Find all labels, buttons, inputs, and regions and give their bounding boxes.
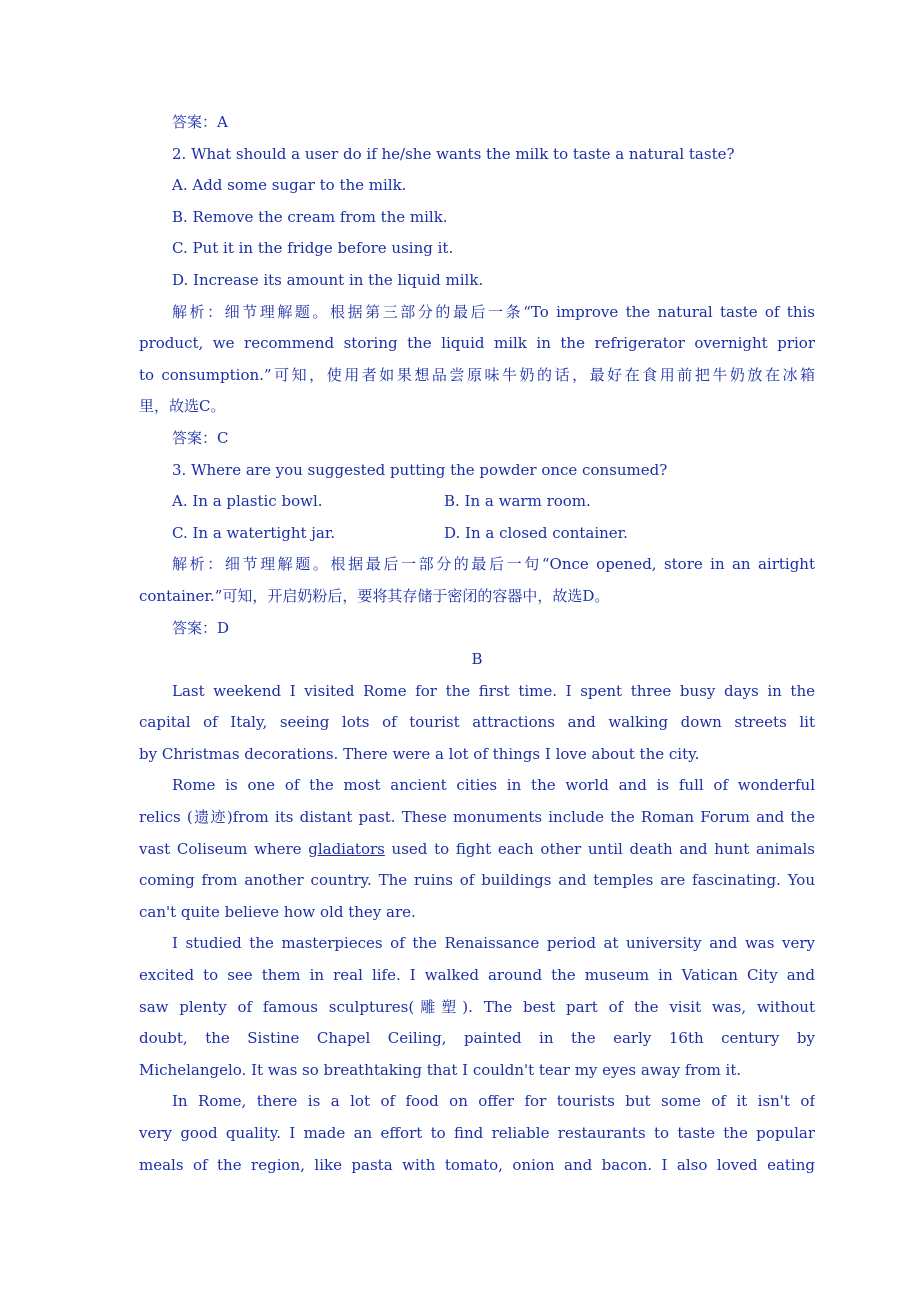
q3-option-c: C. In a watertight jar.: [172, 523, 336, 542]
section-heading: B: [471, 650, 483, 669]
passage-text: vast Coliseum where: [139, 839, 309, 858]
q3-analysis-line: container.”可知，开启奶粉后，要将其存储于密闭的容器中，故选D。: [139, 586, 610, 605]
passage-line: doubt, the Sistine Chapel Ceiling, painted in the early 16th century by: [139, 1029, 815, 1048]
q2-analysis-line: 里，故选C。: [139, 397, 226, 416]
passage-line: Last weekend I visited Rome for the first time. I spent three busy days in the: [172, 681, 815, 700]
passage-line: capital of Italy, seeing lots of tourist attractions and walking down streets lit: [139, 713, 815, 732]
q3-option-b: B. In a warm room.: [444, 492, 591, 511]
q3-question: 3. Where are you suggested putting the powder once consumed?: [172, 460, 668, 479]
q2-option-d: D. Increase its amount in the liquid milk.: [172, 270, 484, 289]
q2-analysis-line: 解析：细节理解题。根据第三部分的最后一条“To improve the natural taste of this: [172, 302, 815, 321]
q2-analysis-line: product, we recommend storing the liquid milk in the refrigerator overnight prior: [139, 334, 815, 353]
passage-line: saw plenty of famous sculptures(雕塑). The best part of the visit was, without: [139, 997, 815, 1016]
passage-line: very good quality. I made an effort to find reliable restaurants to taste the popular: [139, 1124, 815, 1142]
q3-option-a: A. In a plastic bowl.: [172, 492, 323, 511]
passage-line: by Christmas decorations. There were a lot of things I love about the city.: [139, 744, 700, 763]
q3-options-row: [139, 518, 815, 550]
passage-line: Michelangelo. It was so breathtaking that I couldn't tear my eyes away from it.: [139, 1060, 742, 1079]
passage-line: can't quite believe how old they are.: [139, 902, 416, 921]
passage-line: excited to see them in real life. I walked around the museum in Vatican City and: [139, 966, 815, 985]
q2-question: 2. What should a user do if he/she wants the milk to taste a natural taste?: [172, 144, 735, 163]
passage-line: relics (遗迹)from its distant past. These monuments include the Roman Forum and the: [139, 808, 815, 827]
passage-line: In Rome, there is a lot of food on offer for tourists but some of it isn't of: [172, 1092, 815, 1111]
q2-option-a: A. Add some sugar to the milk.: [172, 176, 407, 195]
passage-line: I studied the masterpieces of the Renaissance period at university and was very: [172, 934, 815, 953]
q2-answer: 答案：C: [172, 428, 229, 447]
passage-line: [139, 834, 815, 866]
q2-option-b: B. Remove the cream from the milk.: [172, 207, 448, 226]
q2-analysis-line: to consumption.”可知，使用者如果想品尝原味牛奶的话，最好在食用前把牛奶放在冰箱: [139, 365, 815, 384]
q3-answer: 答案：D: [172, 618, 230, 637]
q2-option-c: C. Put it in the fridge before using it.: [172, 239, 454, 258]
passage-line: coming from another country. The ruins of buildings and temples are fascinating. You: [139, 871, 815, 890]
passage-text: used to fight each other until death and hunt animals: [384, 839, 815, 858]
q3-option-d: D. In a closed container.: [444, 523, 628, 542]
underlined-word: gladiators: [308, 839, 385, 858]
passage-line: meals of the region, like pasta with tomato, onion and bacon. I also loved eating: [139, 1155, 815, 1174]
document-page: [139, 107, 815, 1181]
q1-answer: 答案：A: [172, 113, 228, 131]
passage-line: Rome is one of the most ancient cities in the world and is full of wonderful: [172, 776, 815, 795]
q3-analysis-line: 解析：细节理解题。根据最后一部分的最后一句“Once opened, store in an airtight: [172, 555, 815, 574]
q3-options-row: [139, 486, 815, 518]
